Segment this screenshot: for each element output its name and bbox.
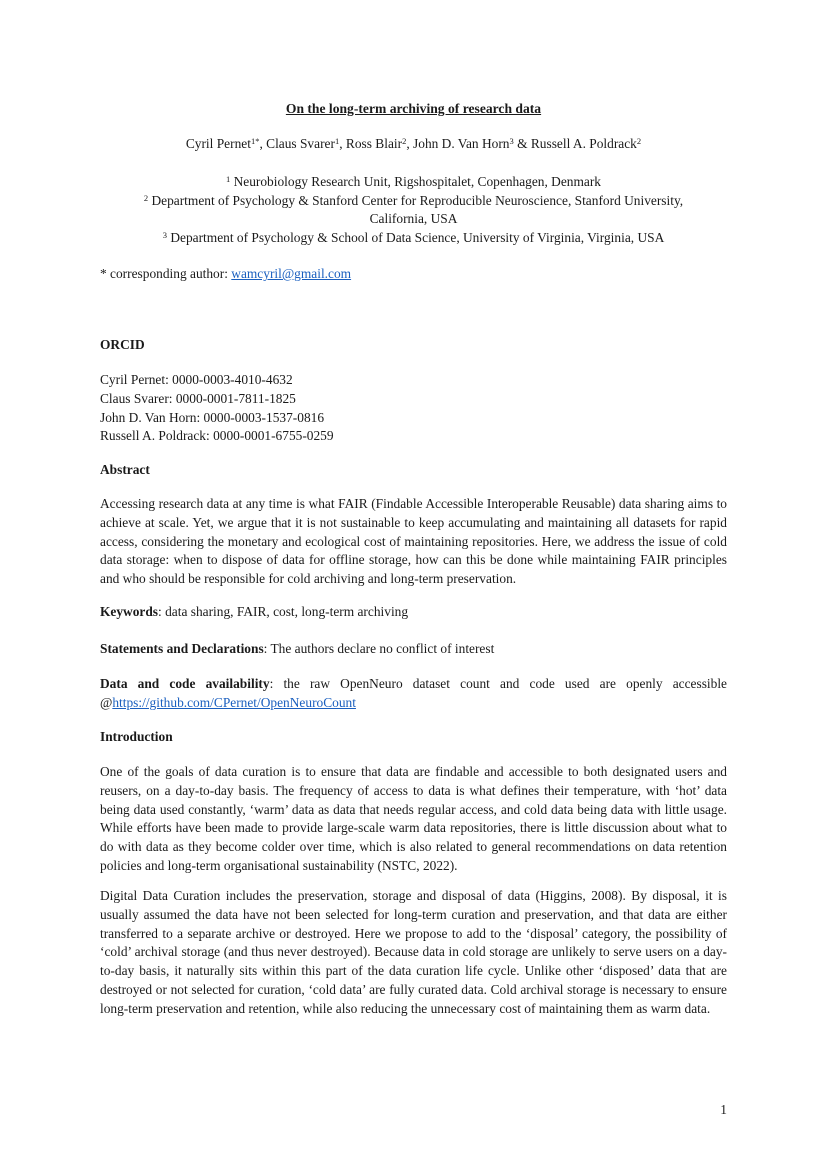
orcid-entry: John D. Van Horn: 0000-0003-1537-0816 bbox=[100, 409, 325, 425]
abstract-heading: Abstract bbox=[100, 462, 150, 477]
affiliation-2-cont: California, USA bbox=[369, 211, 458, 226]
affiliation-text: Department of Psychology & School of Data Science, University of Virginia, Virginia, USA bbox=[167, 230, 665, 245]
author-name: Russell A. Poldrack bbox=[530, 136, 637, 151]
statements-text: : The authors declare no conflict of interest bbox=[263, 641, 495, 656]
author-affiliation-marker: 1 bbox=[334, 136, 340, 146]
introduction-paragraph-1: One of the goals of data curation is to ensure that data are findable and accessible to both designated users and reusers, on a day-to-day basis. The frequency of access to data is what defines their temperature, with ‘hot’ data being data used constantly, ‘warm’ data as data that needs regular access, and cold data being data with little usage. While efforts have been made to provide large-scale warm data repositories, there is little discussion about what to do with data as they become colder over time, which is also related to general recommendations on data retention policies and long-term organisational sustainability (NSTC, 2022). bbox=[100, 764, 727, 873]
availability-label: Data and code availability bbox=[100, 676, 270, 691]
affiliation-2 bbox=[100, 192, 727, 211]
author-affiliation-marker: 2 bbox=[402, 136, 407, 146]
at-sign: @ bbox=[100, 695, 113, 710]
github-link[interactable]: https://github.com/CPernet/OpenNeuroCount bbox=[112, 695, 356, 710]
orcid-list bbox=[100, 371, 727, 446]
introduction-paragraph-2: Digital Data Curation includes the preservation, storage and disposal of data (Higgins, 2008). By disposal, it is usually assumed the data have not been selected for long-term curation and preservation, and that data are either transferred to a separate archive or destroyed. Here we propose to add to the ‘disposal’ category, the possibility of ‘cold’ archival storage (and thus never destroyed). Because data in cold storage are unlikely to serve users on a day-to-day basis, it naturally sits within this part of the data curation life cycle. Unlike other ‘disposed’ data that are destroyed or not selected for curation, ‘cold data’ are fully curated data. Cold archival storage is necessary to ensure long-term preservation and retention, while also reducing the unnecessary cost of maintaining them as warm data. bbox=[100, 888, 727, 1016]
author-name: John D. Van Horn bbox=[413, 136, 510, 151]
affiliation-marker: 3 bbox=[162, 230, 167, 240]
author-separator: , bbox=[259, 136, 267, 151]
corresponding-label: * corresponding author: bbox=[100, 266, 232, 281]
author-name: Claus Svarer bbox=[266, 136, 335, 151]
keywords-label: Keywords bbox=[100, 604, 159, 619]
author-separator: , bbox=[339, 136, 346, 151]
orcid-heading: ORCID bbox=[100, 337, 145, 352]
author-affiliation-marker: 1* bbox=[250, 136, 260, 146]
author-name: Ross Blair bbox=[345, 136, 403, 151]
orcid-entry: Cyril Pernet: 0000-0003-4010-4632 bbox=[100, 372, 293, 387]
orcid-entry: Russell A. Poldrack: 0000-0001-6755-0259 bbox=[100, 428, 334, 444]
availability-link-line bbox=[100, 694, 727, 713]
affiliation-marker: 1 bbox=[225, 174, 231, 184]
availability-text: : the raw OpenNeuro dataset count and code used are openly accessible bbox=[269, 676, 727, 691]
email-link[interactable]: wamcyril@gmail.com bbox=[231, 266, 352, 281]
statements-label: Statements and Declarations bbox=[100, 641, 264, 656]
paper-title: On the long-term archiving of research data bbox=[285, 101, 542, 116]
affiliation-text: Neurobiology Research Unit, Rigshospitalet, Copenhagen, Denmark bbox=[230, 174, 602, 189]
affiliation-marker: 2 bbox=[143, 193, 149, 203]
affiliation-1 bbox=[100, 173, 727, 192]
author-name: Cyril Pernet bbox=[185, 136, 251, 151]
introduction-heading: Introduction bbox=[100, 729, 173, 744]
keywords-text: : data sharing, FAIR, cost, long-term archiving bbox=[158, 604, 409, 619]
statements bbox=[100, 640, 727, 659]
orcid-entry: Claus Svarer: 0000-0001-7811-1825 bbox=[100, 390, 296, 406]
corresponding-author bbox=[100, 265, 727, 284]
affiliation-text: Department of Psychology & Stanford Center for Reproducible Neuroscience, Stanford University, bbox=[148, 193, 684, 208]
keywords bbox=[100, 603, 727, 622]
author-affiliation-marker: 3 bbox=[509, 136, 514, 146]
author-list bbox=[100, 135, 727, 154]
affiliation-3 bbox=[100, 229, 727, 248]
author-affiliation-marker: 2 bbox=[636, 136, 642, 146]
availability-line bbox=[100, 675, 727, 694]
page-number: 1 bbox=[720, 1102, 727, 1117]
author-separator: , bbox=[406, 136, 414, 151]
author-separator: & bbox=[513, 136, 531, 151]
abstract-text: Accessing research data at any time is what FAIR (Findable Accessible Interoperable Reusable) data sharing aims to achieve at scale. Yet, we argue that it is not sustainable to keep accumulating and maintaining all datasets for rapid access, considering the monetary and ecological cost of maintaining repositories. Here, we address the issue of cold data storage: when to dispose of data for offline storage, how can this be done while maintaining FAIR principles and who should be responsible for cold archiving and long-term preservation. bbox=[100, 496, 727, 587]
